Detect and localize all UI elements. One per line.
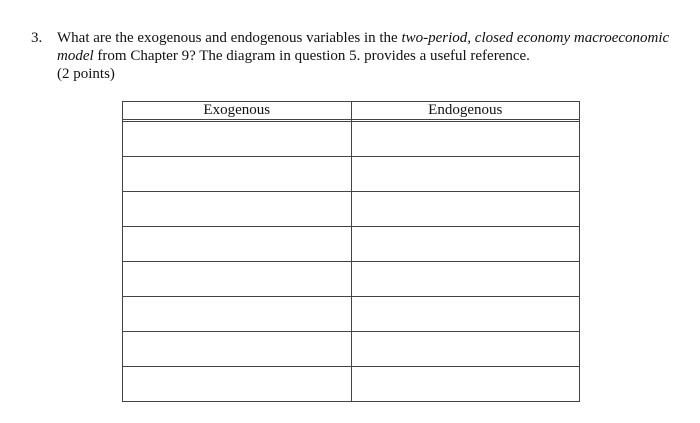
question-number: 3. [31,30,43,46]
table-row [123,157,580,192]
table-row [123,122,580,157]
points-label: (2 points) [57,66,115,82]
endogenous-cell[interactable] [351,122,580,157]
model-name: two-period, closed economy macroeconomic model [57,30,670,64]
question-text [57,29,671,83]
table-row [123,192,580,227]
table-header-row [123,102,580,120]
exogenous-cell[interactable] [123,367,352,402]
endogenous-cell[interactable] [351,157,580,192]
table-row [123,367,580,402]
header-endogenous: Endogenous [351,102,580,120]
question-text-part-1: What are the exogenous and endogenous variables in the [57,30,402,46]
table-row [123,262,580,297]
question-3 [31,29,671,83]
exogenous-cell[interactable] [123,192,352,227]
table-row [123,332,580,367]
exogenous-cell[interactable] [123,332,352,367]
table-row [123,227,580,262]
header-exogenous: Exogenous [123,102,352,120]
variables-table [122,101,580,402]
exogenous-cell[interactable] [123,297,352,332]
exogenous-cell[interactable] [123,157,352,192]
endogenous-cell[interactable] [351,227,580,262]
endogenous-cell[interactable] [351,367,580,402]
endogenous-cell[interactable] [351,297,580,332]
exogenous-cell[interactable] [123,227,352,262]
endogenous-cell[interactable] [351,262,580,297]
exogenous-cell[interactable] [123,262,352,297]
exogenous-cell[interactable] [123,122,352,157]
endogenous-cell[interactable] [351,332,580,367]
question-text-part-2: from Chapter 9? The diagram in question 5. provides a useful reference. [93,48,530,64]
table-row [123,297,580,332]
endogenous-cell[interactable] [351,192,580,227]
